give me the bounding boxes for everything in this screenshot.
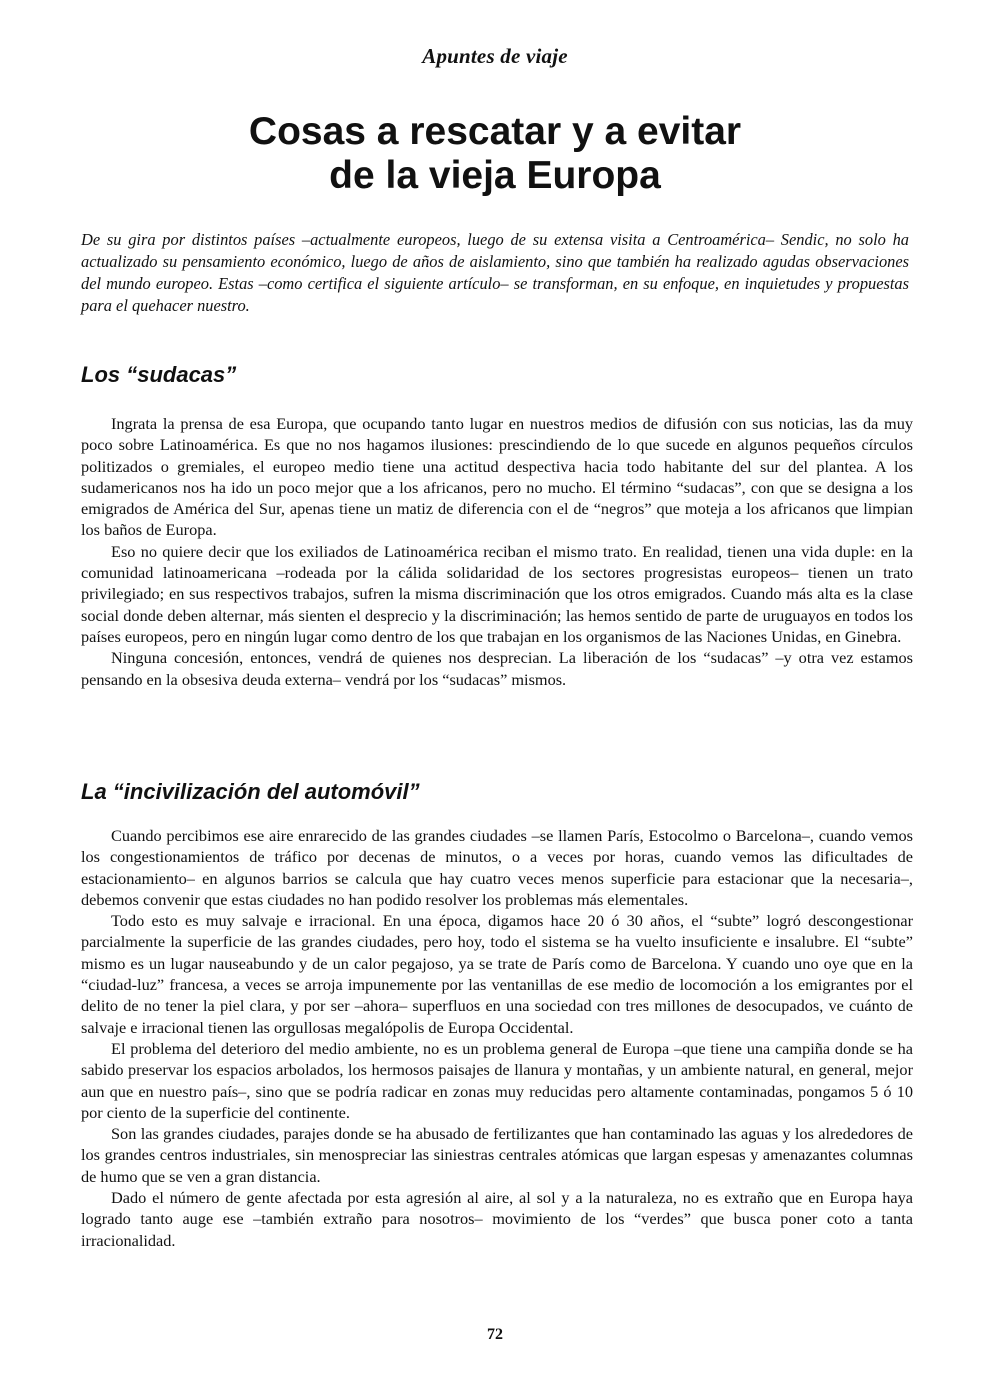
section-body-automovil (81, 825, 913, 1251)
paragraph: Cuando percibimos ese aire enrarecido de las grandes ciudades –se llamen París, Estocolmo o Barcelona–, cuando vemos los congestionamientos de tráfico por decenas de minutos, o a veces por horas, cuando vemos las dificultades de estacionamiento– en algunos barrios se calcula que hay cuatro veces menos superficie para estacionar que la necesaria–, debemos convenir que estas ciudades no han podido resolver los problemas más elementales. (81, 826, 913, 909)
page-number: 72 (487, 1326, 503, 1343)
paragraph: El problema del deterioro del medio ambiente, no es un problema general de Europa –que tiene una campiña donde se ha sabido preservar los espacios arbolados, los hermosos paisajes de llanura y montañas, y un ambiente natural, en general, mejor aun que en nuestro país–, sino que se podría radicar en zonas muy reducidas pero altamente contaminadas, pongamos 5 ó 10 por ciento de la superficie del continente. (81, 1038, 913, 1122)
article-title-line-1: Cosas a rescatar y a evitar (248, 110, 742, 153)
section-body-sudacas (81, 413, 913, 690)
paragraph: Ingrata la prensa de esa Europa, que ocupando tanto lugar en nuestros medios de difusión con sus noticias, las da muy poco sobre Latinoamérica. Es que no nos hagamos ilusiones: prescindiendo de lo que sucede en algunos pequeños círculos politizados o gremiales, el europeo medio tiene una actitud despectiva hacia todo habitante del sur del plantea. A los sudamericanos nos ha ido un poco mejor que a los africanos, pero no mucho. El término “sudacas”, con que se designa a los emigrados de América del Sur, apenas tiene un matiz de diferencia con el de “negros” que moteja a los africanos que limpian los baños de Europa. (81, 414, 913, 540)
paragraph: Ninguna concesión, entonces, vendrá de quienes nos desprecian. La liberación de los “sudacas” –y otra vez estamos pensando en la obsesiva deuda externa– vendrá por los “sudacas” mismos. (81, 648, 913, 689)
paragraph: Eso no quiere decir que los exiliados de Latinoamérica reciban el mismo trato. En realidad, tienen una vida duple: en la comunidad latinoamericana –rodeada por la cálida solidaridad de los sectores progresistas europeos– tienen un trato privilegiado; en sus respectivos trabajos, sufren la misma discriminación que los otros emigrados. Cuando más alta es la clase social donde deben alternar, más sienten el desprecio y la discriminación; las hemos sentido de parte de uruguayos en todos los países europeos, pero en ningún lugar como dentro de los que trabajan en los organismos de las Naciones Unidas, en Ginebra. (81, 541, 913, 646)
paragraph: Son las grandes ciudades, parajes donde se ha abusado de fertilizantes que han contaminado las aguas y los alrededores de los grandes centros industriales, sin menospreciar las siniestras centrales atómicas que largan espesas y amenazantes columnas de humo que se ven a gran distancia. (81, 1124, 913, 1186)
article-lead: De su gira por distintos países –actualmente europeos, luego de su extensa visita a Centroamérica– Sendic, no solo ha actualizado su pensamiento económico, luego de años de aislamiento, sino que también ha realizado agudas observaciones del mundo europeo. Estas –como certifica el siguiente artículo– se transforman, en su enfoque, en inquietudes y propuestas para el quehacer nuestro. (81, 230, 909, 315)
section-heading-sudacas: Los “sudacas” (81, 362, 237, 387)
paragraph: Todo esto es muy salvaje e irracional. En una época, digamos hace 20 ó 30 años, el “subte” logró descongestionar parcialmente la superficie de las grandes ciudades, pero hoy, todo el sistema se ha vuelto insuficiente e insalubre. El “subte” mismo es un lugar nauseabundo y de un calor pegajoso, ya se trate de París como de Barcelona. Y cuando uno oye que en la “ciudad-luz” francesa, a veces se arroja impunemente por las ventanillas de ese medio de locomoción a los emigrantes por el delito de no tener la piel clara, y por ser –ahora– superfluos en una sociedad con tres millones de desocupados, ve cuánto de salvaje e irracional tienen las orgullosas megalópolis de Europa Occidental. (81, 911, 913, 1037)
article-title-line-2: de la vieja Europa (329, 154, 661, 197)
paragraph: Dado el número de gente afectada por esta agresión al aire, al sol y a la naturaleza, no es extraño que en Europa haya logrado tanto auge ese –también extraño para nosotros– movimiento de los “verdes” que busca poner coto a tanta irracionalidad. (81, 1188, 913, 1250)
article-title (0, 110, 990, 198)
section-heading-automovil: La “incivilización del automóvil” (81, 779, 420, 804)
section-kicker: Apuntes de viaje (422, 44, 568, 68)
